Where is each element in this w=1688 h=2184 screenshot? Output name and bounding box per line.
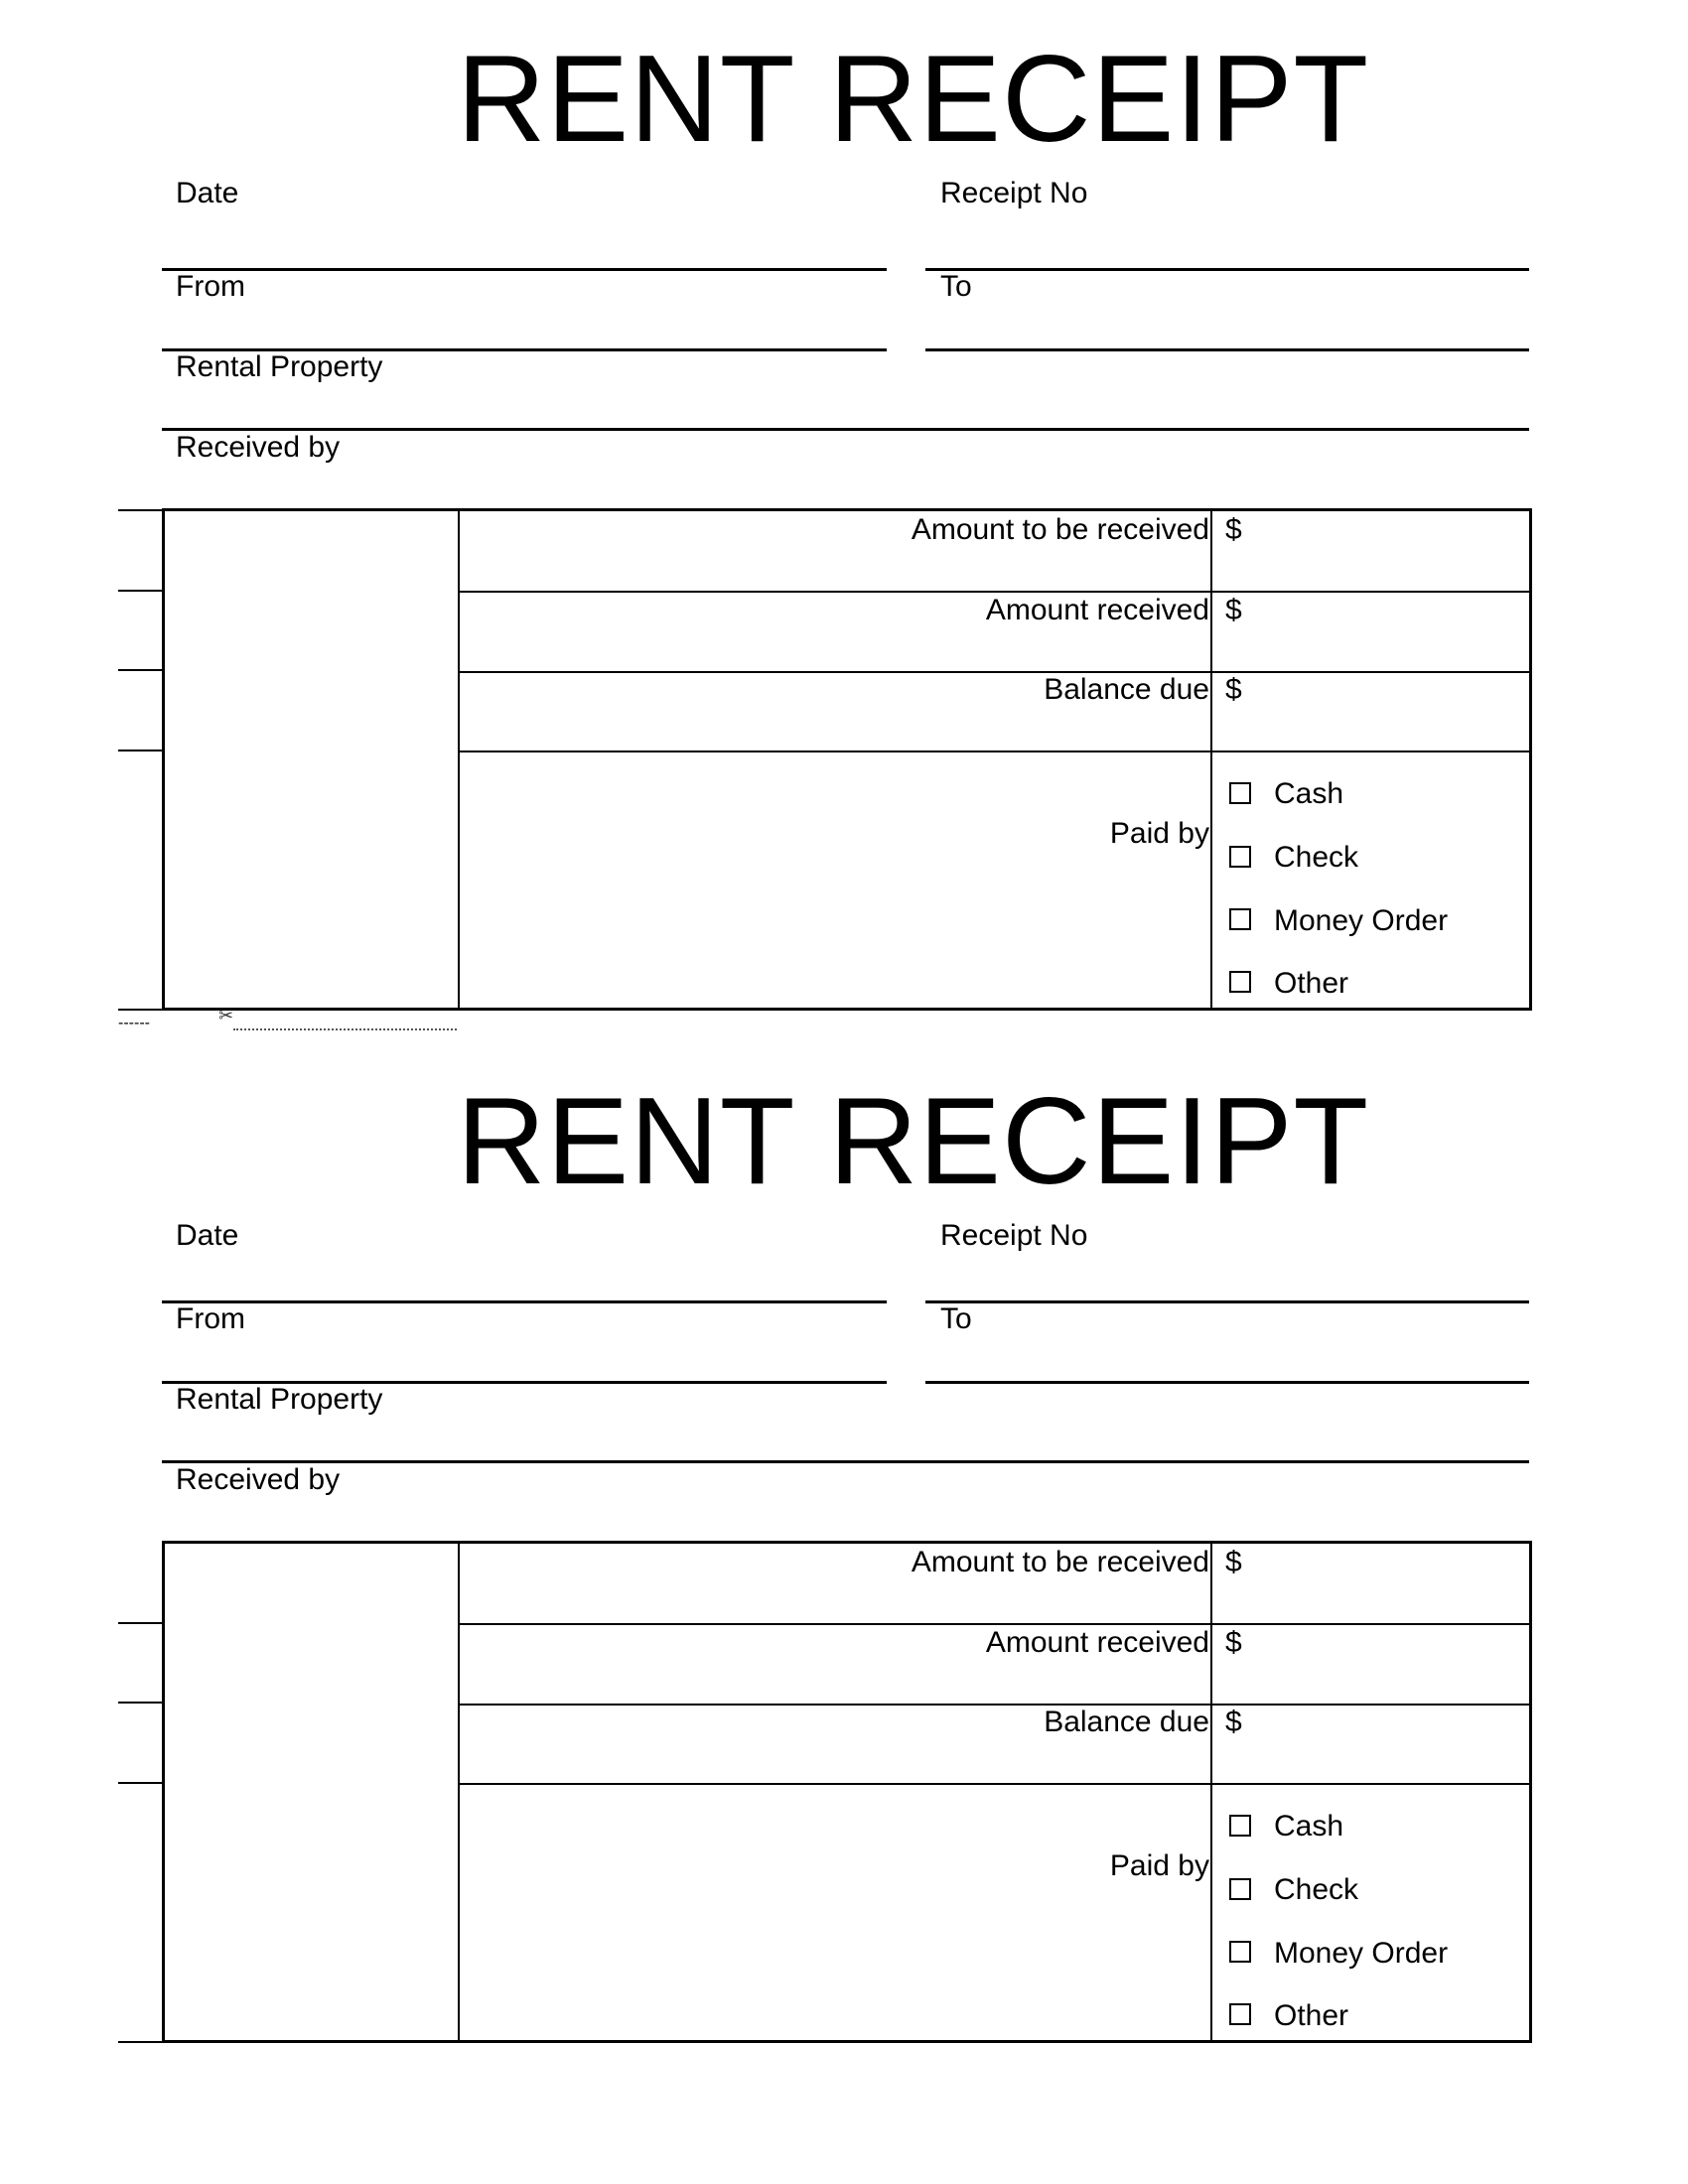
row-divider	[458, 1623, 1529, 1625]
row-divider	[458, 591, 1529, 593]
amount-to-be-received-label: Amount to be received	[911, 1546, 1209, 1578]
margin-stub	[118, 1782, 162, 1784]
cut-line	[233, 1028, 457, 1030]
cash-checkbox[interactable]	[1229, 1815, 1251, 1837]
rent-receipt-2	[0, 1032, 1688, 2032]
amount-to-be-received-label: Amount to be received	[911, 513, 1209, 546]
receipt-title: RENT RECEIPT	[457, 1073, 1370, 1210]
other-checkbox[interactable]	[1229, 971, 1251, 993]
rent-receipt-1	[0, 0, 1688, 1000]
to-label: To	[940, 1302, 972, 1335]
margin-stub	[118, 1702, 162, 1704]
margin-stub	[118, 750, 162, 751]
cash-option-label: Cash	[1274, 1810, 1344, 1843]
balance-due-currency: $	[1225, 673, 1242, 706]
check-option-label: Check	[1274, 1873, 1359, 1906]
cash-checkbox[interactable]	[1229, 782, 1251, 804]
amount-received-label: Amount received	[985, 594, 1209, 626]
margin-stub	[118, 669, 162, 671]
check-checkbox[interactable]	[1229, 1878, 1251, 1900]
receipt-no-label: Receipt No	[940, 1219, 1088, 1252]
cut-line-dashes: ------	[118, 1015, 150, 1031]
date-field-line[interactable]	[162, 1300, 887, 1303]
date-label: Date	[176, 177, 239, 209]
to-label: To	[940, 270, 972, 303]
balance-due-currency: $	[1225, 1706, 1242, 1738]
scissors-icon: ✂	[218, 1006, 234, 1025]
margin-stub	[118, 2041, 162, 2043]
column-divider	[458, 511, 460, 1008]
balance-due-label: Balance due	[1044, 673, 1209, 706]
amount-received-label: Amount received	[985, 1626, 1209, 1659]
check-option-label: Check	[1274, 841, 1359, 874]
margin-stub	[118, 1009, 162, 1011]
to-field-line[interactable]	[925, 348, 1529, 351]
receipt-title: RENT RECEIPT	[457, 31, 1370, 168]
money-order-option-label: Money Order	[1274, 1937, 1449, 1970]
from-label: From	[176, 1302, 245, 1335]
row-divider	[458, 751, 1529, 752]
rental-property-label: Rental Property	[176, 1383, 383, 1416]
amount-to-be-received-currency: $	[1225, 1546, 1242, 1578]
receipt-no-field-line[interactable]	[925, 1300, 1529, 1303]
row-divider	[458, 1783, 1529, 1785]
rental-property-field-line[interactable]	[162, 1460, 1529, 1463]
received-by-label: Received by	[176, 431, 341, 464]
to-field-line[interactable]	[925, 1381, 1529, 1384]
other-checkbox[interactable]	[1229, 2003, 1251, 2025]
column-divider	[1210, 1544, 1212, 2040]
received-by-label: Received by	[176, 1463, 341, 1496]
receipt-no-label: Receipt No	[940, 177, 1088, 209]
other-option-label: Other	[1274, 967, 1349, 1000]
amount-table	[162, 1541, 1532, 2043]
from-label: From	[176, 270, 245, 303]
amount-table	[162, 508, 1532, 1011]
amount-received-currency: $	[1225, 1626, 1242, 1659]
paid-by-label: Paid by	[1109, 817, 1209, 850]
money-order-option-label: Money Order	[1274, 904, 1449, 937]
check-checkbox[interactable]	[1229, 846, 1251, 868]
rental-property-label: Rental Property	[176, 350, 383, 383]
margin-stub	[118, 509, 162, 511]
amount-received-currency: $	[1225, 594, 1242, 626]
receipt-no-field-line[interactable]	[925, 268, 1529, 271]
paid-by-label: Paid by	[1109, 1849, 1209, 1882]
margin-stub	[118, 590, 162, 592]
column-divider	[1210, 511, 1212, 1008]
money-order-checkbox[interactable]	[1229, 1941, 1251, 1963]
amount-to-be-received-currency: $	[1225, 513, 1242, 546]
rental-property-field-line[interactable]	[162, 428, 1529, 431]
column-divider	[458, 1544, 460, 2040]
date-field-line[interactable]	[162, 268, 887, 271]
balance-due-label: Balance due	[1044, 1706, 1209, 1738]
other-option-label: Other	[1274, 1999, 1349, 2032]
date-label: Date	[176, 1219, 239, 1252]
money-order-checkbox[interactable]	[1229, 908, 1251, 930]
cash-option-label: Cash	[1274, 777, 1344, 810]
margin-stub	[118, 1622, 162, 1624]
